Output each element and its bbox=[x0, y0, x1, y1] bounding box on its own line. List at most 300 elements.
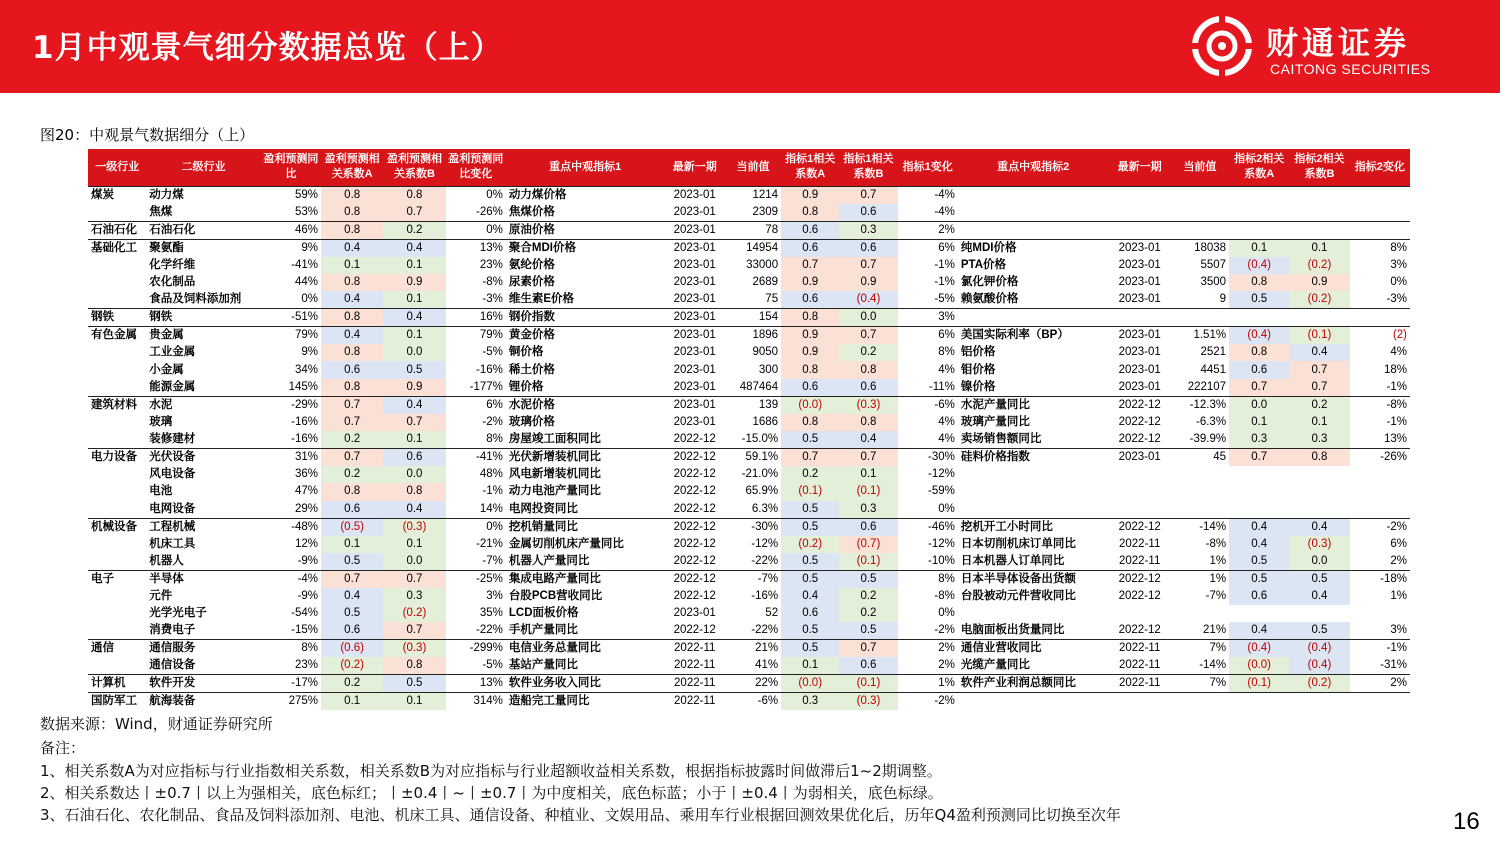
industry-l2-cell: 通信服务 bbox=[146, 640, 261, 658]
indicator2-value-cell: -39.9% bbox=[1189, 432, 1227, 445]
indicator2-value-cell bbox=[1171, 605, 1229, 622]
indicator2-name-cell: 台股被动元件营收同比 bbox=[960, 590, 1076, 603]
indicator2-change-cell bbox=[1350, 309, 1410, 327]
indicator2-change-cell: 4% bbox=[1390, 346, 1407, 359]
industry-l2-cell: 风电设备 bbox=[149, 468, 196, 481]
industry-l2-cell: 动力煤 bbox=[146, 186, 261, 204]
indicator2-change-cell: 1% bbox=[1390, 590, 1407, 603]
indicator2-change-cell bbox=[1350, 693, 1410, 711]
indicator1-corr-b-cell: 0.2 bbox=[839, 605, 897, 622]
profit-corr-a-cell: 0.8 bbox=[321, 309, 383, 327]
indicator1-name-cell: LCD面板价格 bbox=[508, 607, 579, 620]
indicator2-date-cell bbox=[1109, 501, 1171, 519]
profit-yoy-change-cell: 0% bbox=[446, 221, 506, 239]
profit-corr-b-cell: (0.2) bbox=[383, 605, 445, 622]
indicator2-date-cell: 2023-01 bbox=[1118, 380, 1161, 393]
profit-yoy-change-cell: 48% bbox=[479, 468, 503, 481]
indicator1-date-cell: 2023-01 bbox=[673, 363, 716, 376]
indicator2-date-cell bbox=[1109, 309, 1171, 327]
note-remark-label: 备注： bbox=[40, 739, 86, 757]
indicator1-corr-a-cell: 0.1 bbox=[781, 657, 839, 675]
indicator1-corr-b-cell: (0.4) bbox=[839, 291, 897, 309]
indicator2-name-cell: PTA价格 bbox=[960, 258, 1007, 271]
indicator1-change-cell: 0% bbox=[938, 607, 955, 620]
profit-corr-a-cell: 0.7 bbox=[321, 396, 383, 414]
indicator1-value-cell: 75 bbox=[765, 293, 779, 306]
profit-corr-a-cell: 0.8 bbox=[321, 274, 383, 291]
profit-corr-b-cell: 0.5 bbox=[383, 361, 445, 378]
indicator1-name-cell: 软件业务收入同比 bbox=[506, 675, 665, 693]
indicator2-date-cell bbox=[1109, 605, 1171, 622]
industry-l2-cell: 工程机械 bbox=[146, 518, 261, 536]
indicator1-change-cell: 3% bbox=[898, 309, 958, 327]
profit-yoy-change-cell: 14% bbox=[479, 502, 503, 515]
indicator2-name-cell: 玻璃产量同比 bbox=[960, 415, 1030, 428]
profit-yoy-cell: 34% bbox=[295, 363, 319, 376]
indicator2-corr-a-cell: 0.1 bbox=[1229, 414, 1289, 431]
indicator1-value-cell: 21% bbox=[725, 640, 781, 658]
profit-corr-a-cell: 0.5 bbox=[321, 605, 383, 622]
indicator1-corr-a-cell: (0.1) bbox=[781, 483, 839, 500]
indicator1-name-cell: 尿素价格 bbox=[508, 275, 555, 288]
indicator1-name-cell: 水泥价格 bbox=[506, 396, 665, 414]
industry-l1-cell: 电力设备 bbox=[88, 448, 146, 466]
column-header: 最新一期 bbox=[1109, 149, 1171, 186]
table-row bbox=[88, 291, 1410, 309]
indicator2-date-cell: 2023-01 bbox=[1118, 346, 1161, 359]
industry-l2-cell: 电池 bbox=[149, 485, 173, 498]
indicator1-corr-a-cell: 0.7 bbox=[781, 257, 839, 274]
indicator2-value-cell: 45 bbox=[1171, 448, 1229, 466]
profit-corr-a-cell: 0.1 bbox=[321, 693, 383, 711]
indicator2-name-cell: 日本切削机床订单同比 bbox=[960, 537, 1076, 550]
indicator1-value-cell: -21.0% bbox=[741, 468, 779, 481]
indicator2-change-cell: 6% bbox=[1390, 537, 1407, 550]
indicator1-corr-b-cell: 0.5 bbox=[839, 570, 897, 588]
indicator2-date-cell: 2022-11 bbox=[1118, 554, 1161, 567]
indicator1-name-cell: 房屋竣工面积同比 bbox=[508, 432, 601, 445]
indicator1-corr-a-cell: 0.6 bbox=[781, 379, 839, 397]
indicator1-date-cell: 2022-11 bbox=[674, 659, 716, 672]
indicator1-name-cell: 氨纶价格 bbox=[508, 258, 555, 271]
indicator1-corr-a-cell: (0.2) bbox=[781, 536, 839, 553]
indicator2-corr-a-cell bbox=[1229, 186, 1289, 204]
profit-corr-a-cell: 0.8 bbox=[321, 483, 383, 500]
table-row bbox=[88, 257, 1410, 274]
profit-yoy-cell: -16% bbox=[291, 415, 319, 428]
indicator2-change-cell: 3% bbox=[1390, 624, 1407, 637]
indicator1-date-cell: 2023-01 bbox=[665, 396, 725, 414]
indicator1-change-cell: 6% bbox=[898, 239, 958, 257]
note-line-3: 3、石油石化、农化制品、食品及饲料添加剂、电池、机床工具、通信设备、种植业、文娱用品、乘用车行业根据回测效果优化后，历年Q4盈利预测同比切换至次年 bbox=[40, 806, 1121, 824]
indicator1-change-cell: -1% bbox=[934, 275, 955, 288]
profit-yoy-cell: 145% bbox=[288, 380, 319, 393]
indicator1-value-cell: 65.9% bbox=[745, 485, 779, 498]
indicator1-name-cell: 玻璃价格 bbox=[508, 415, 555, 428]
indicator1-corr-b-cell: (0.1) bbox=[839, 483, 897, 500]
table-row bbox=[88, 344, 1410, 361]
indicator2-date-cell: 2023-01 bbox=[1118, 275, 1161, 288]
profit-corr-b-cell: 0.8 bbox=[383, 657, 445, 675]
indicator2-change-cell: -18% bbox=[1350, 570, 1410, 588]
indicator1-value-cell: -6% bbox=[725, 693, 781, 711]
indicator1-date-cell: 2022-12 bbox=[673, 485, 716, 498]
profit-corr-a-cell: 0.1 bbox=[321, 536, 383, 553]
profit-corr-a-cell: 0.4 bbox=[321, 291, 383, 309]
indicator2-change-cell: -26% bbox=[1350, 448, 1410, 466]
indicator1-change-cell: -4% bbox=[934, 205, 955, 218]
indicator1-value-cell: -30% bbox=[725, 518, 781, 536]
industry-l1-cell bbox=[88, 431, 146, 449]
indicator2-name-cell bbox=[958, 466, 1109, 483]
table-row bbox=[88, 518, 1410, 536]
indicator2-corr-b-cell: (0.2) bbox=[1289, 257, 1349, 274]
industry-l2-cell: 元件 bbox=[149, 590, 173, 603]
profit-yoy-cell: 47% bbox=[295, 485, 319, 498]
indicator2-value-cell: -12.3% bbox=[1171, 396, 1229, 414]
indicator1-date-cell: 2022-12 bbox=[673, 554, 716, 567]
indicator1-corr-a-cell: 0.5 bbox=[781, 501, 839, 519]
column-header: 指标2相关系数A bbox=[1229, 149, 1289, 186]
indicator1-corr-b-cell: 0.7 bbox=[839, 257, 897, 274]
indicator2-corr-a-cell: 0.7 bbox=[1229, 379, 1289, 397]
profit-yoy-change-cell: -2% bbox=[482, 415, 503, 428]
industry-l1-cell bbox=[88, 466, 146, 483]
indicator1-change-cell: -8% bbox=[934, 590, 955, 603]
indicator1-name-cell: 基站产量同比 bbox=[508, 659, 578, 672]
indicator1-date-cell: 2023-01 bbox=[673, 293, 716, 306]
profit-corr-a-cell: 0.6 bbox=[321, 622, 383, 640]
indicator1-date-cell: 2023-01 bbox=[673, 607, 716, 620]
profit-corr-a-cell: 0.7 bbox=[321, 414, 383, 431]
indicator2-corr-a-cell bbox=[1229, 693, 1289, 711]
profit-yoy-cell: -48% bbox=[261, 518, 321, 536]
indicator1-corr-b-cell: 0.6 bbox=[839, 657, 897, 675]
indicator1-corr-a-cell: 0.5 bbox=[781, 570, 839, 588]
indicator2-value-cell: 4451 bbox=[1200, 363, 1227, 376]
indicator2-value-cell: 3500 bbox=[1200, 275, 1227, 288]
profit-yoy-change-cell: -16% bbox=[476, 363, 503, 376]
indicator2-change-cell bbox=[1350, 221, 1410, 239]
indicator2-corr-a-cell: 0.5 bbox=[1229, 553, 1289, 571]
indicator2-corr-a-cell bbox=[1229, 466, 1289, 483]
industry-l1-cell bbox=[88, 553, 146, 571]
note-line-1: 1、相关系数A为对应指标与行业指数相关系数，相关系数B为对应指标与行业超额收益相关系数，根据指标披露时间做滞后1~2期调整。 bbox=[40, 762, 942, 780]
indicator1-value-cell: 154 bbox=[725, 309, 781, 327]
indicator1-name-cell: 台股PCB营收同比 bbox=[508, 590, 603, 603]
indicator1-change-cell: -5% bbox=[934, 293, 955, 306]
table-row bbox=[88, 536, 1410, 553]
indicator2-corr-a-cell: 0.4 bbox=[1229, 622, 1289, 640]
indicator1-name-cell: 电信业务总量同比 bbox=[506, 640, 665, 658]
indicator1-change-cell: 2% bbox=[898, 640, 958, 658]
table-row bbox=[88, 622, 1410, 640]
indicator1-value-cell: -15.0% bbox=[741, 432, 779, 445]
indicator2-change-cell: 18% bbox=[1383, 363, 1407, 376]
indicator1-corr-a-cell: 0.5 bbox=[781, 553, 839, 571]
indicator2-value-cell bbox=[1171, 693, 1229, 711]
profit-yoy-cell: 9% bbox=[261, 239, 321, 257]
indicator2-date-cell: 2022-12 bbox=[1118, 415, 1161, 428]
indicator2-name-cell: 纯MDI价格 bbox=[958, 239, 1109, 257]
industry-l2-cell: 钢铁 bbox=[146, 309, 261, 327]
industry-l2-cell: 水泥 bbox=[146, 396, 261, 414]
indicator1-date-cell: 2023-01 bbox=[673, 205, 716, 218]
profit-corr-a-cell: 0.4 bbox=[321, 327, 383, 345]
indicator1-value-cell: 2689 bbox=[752, 275, 779, 288]
indicator2-value-cell bbox=[1171, 309, 1229, 327]
table-row bbox=[88, 221, 1410, 239]
indicator1-date-cell: 2022-11 bbox=[665, 675, 725, 693]
indicator2-change-cell: 2% bbox=[1390, 554, 1407, 567]
indicator1-value-cell: 1686 bbox=[752, 415, 779, 428]
profit-yoy-change-cell: -7% bbox=[482, 554, 503, 567]
indicator1-corr-b-cell: (0.3) bbox=[839, 693, 897, 711]
profit-corr-b-cell: 0.9 bbox=[383, 379, 445, 397]
indicator1-name-cell: 光伏新增装机同比 bbox=[506, 448, 665, 466]
indicator2-name-cell: 软件产业利润总额同比 bbox=[958, 675, 1109, 693]
indicator1-value-cell: 2309 bbox=[752, 205, 779, 218]
profit-corr-b-cell: 0.1 bbox=[383, 693, 445, 711]
indicator1-corr-b-cell: (0.7) bbox=[839, 536, 897, 553]
indicator2-corr-a-cell bbox=[1229, 221, 1289, 239]
profit-corr-a-cell: 0.8 bbox=[321, 379, 383, 397]
indicator2-value-cell bbox=[1171, 221, 1229, 239]
profit-corr-a-cell: 0.6 bbox=[321, 501, 383, 519]
indicator2-corr-b-cell: (0.3) bbox=[1289, 536, 1349, 553]
profit-corr-b-cell: 0.5 bbox=[383, 675, 445, 693]
industry-l2-cell: 能源金属 bbox=[149, 380, 196, 393]
column-header: 重点中观指标1 bbox=[506, 149, 665, 186]
indicator2-date-cell: 2023-01 bbox=[1109, 448, 1171, 466]
profit-yoy-cell: -17% bbox=[261, 675, 321, 693]
indicator2-value-cell: 21% bbox=[1203, 624, 1227, 637]
indicator1-corr-b-cell: 0.5 bbox=[839, 622, 897, 640]
column-header: 盈利预测同比 bbox=[261, 149, 321, 186]
industry-l2-cell: 化学纤维 bbox=[149, 258, 196, 271]
profit-corr-b-cell: 0.7 bbox=[383, 414, 445, 431]
indicator1-corr-a-cell: (0.0) bbox=[781, 396, 839, 414]
table-row bbox=[88, 605, 1410, 622]
profit-yoy-cell: 29% bbox=[295, 502, 319, 515]
indicator1-corr-b-cell: 0.7 bbox=[839, 640, 897, 658]
indicator1-value-cell: 9050 bbox=[752, 346, 779, 359]
indicator2-value-cell: 5507 bbox=[1200, 258, 1227, 271]
indicator2-corr-a-cell: 0.5 bbox=[1229, 291, 1289, 309]
profit-corr-a-cell: (0.2) bbox=[321, 657, 383, 675]
indicator1-name-cell: 造船完工量同比 bbox=[506, 693, 665, 711]
indicator1-change-cell: 4% bbox=[938, 415, 955, 428]
profit-corr-b-cell: 0.0 bbox=[383, 344, 445, 361]
profit-yoy-change-cell: 314% bbox=[446, 693, 506, 711]
indicator1-corr-a-cell: 0.9 bbox=[781, 327, 839, 345]
profit-yoy-cell: -51% bbox=[261, 309, 321, 327]
profit-corr-a-cell: 0.1 bbox=[321, 257, 383, 274]
indicator1-corr-a-cell: 0.8 bbox=[781, 204, 839, 222]
profit-corr-a-cell: 0.8 bbox=[321, 221, 383, 239]
indicator2-value-cell: 7% bbox=[1171, 640, 1229, 658]
profit-yoy-cell: 0% bbox=[301, 293, 319, 306]
indicator2-corr-a-cell: 0.6 bbox=[1229, 588, 1289, 605]
indicator2-corr-a-cell: 0.5 bbox=[1229, 570, 1289, 588]
indicator2-name-cell bbox=[958, 693, 1109, 711]
industry-l1-cell bbox=[88, 536, 146, 553]
indicator2-corr-b-cell bbox=[1289, 204, 1349, 222]
table-row bbox=[88, 361, 1410, 378]
profit-yoy-change-cell: 0% bbox=[446, 186, 506, 204]
indicator2-corr-b-cell bbox=[1289, 221, 1349, 239]
profit-yoy-cell: -54% bbox=[291, 607, 319, 620]
table-row bbox=[88, 640, 1410, 658]
indicator1-change-cell: 2% bbox=[898, 221, 958, 239]
indicator2-change-cell: 3% bbox=[1390, 258, 1407, 271]
industry-l2-cell: 食品及饲料添加剂 bbox=[149, 293, 242, 306]
table-row bbox=[88, 588, 1410, 605]
indicator2-date-cell: 2023-01 bbox=[1118, 258, 1161, 271]
table-row bbox=[88, 570, 1410, 588]
indicator1-name-cell: 挖机销量同比 bbox=[506, 518, 665, 536]
indicator2-name-cell: 赖氨酸价格 bbox=[960, 293, 1019, 306]
indicator1-corr-b-cell: 0.8 bbox=[839, 414, 897, 431]
indicator1-change-cell: -2% bbox=[898, 693, 958, 711]
indicator2-change-cell bbox=[1350, 501, 1410, 519]
indicator1-value-cell: 14954 bbox=[725, 239, 781, 257]
indicator1-date-cell: 2022-12 bbox=[673, 590, 716, 603]
indicator1-corr-b-cell: 0.9 bbox=[839, 274, 897, 291]
indicator2-date-cell bbox=[1109, 466, 1171, 483]
indicator2-corr-b-cell: 0.2 bbox=[1289, 396, 1349, 414]
indicator1-name-cell: 铜价格 bbox=[508, 346, 544, 359]
indicator2-change-cell: -8% bbox=[1350, 396, 1410, 414]
indicator1-date-cell: 2022-12 bbox=[673, 468, 716, 481]
indicator1-change-cell: -1% bbox=[934, 258, 955, 271]
industry-l2-cell: 聚氨酯 bbox=[146, 239, 261, 257]
indicator1-date-cell: 2022-12 bbox=[665, 518, 725, 536]
profit-corr-a-cell: 0.2 bbox=[321, 466, 383, 483]
profit-yoy-change-cell: -25% bbox=[446, 570, 506, 588]
table-row bbox=[88, 553, 1410, 571]
industry-l1-cell: 国防军工 bbox=[88, 693, 146, 711]
indicator1-change-cell: -4% bbox=[898, 186, 958, 204]
industry-l2-cell: 机床工具 bbox=[149, 537, 196, 550]
table-row bbox=[88, 414, 1410, 431]
indicator1-change-cell: 2% bbox=[938, 659, 955, 672]
indicator2-corr-a-cell: 0.7 bbox=[1229, 448, 1289, 466]
profit-corr-b-cell: 0.1 bbox=[383, 291, 445, 309]
indicator1-value-cell: -12% bbox=[751, 537, 779, 550]
profit-yoy-change-cell: -21% bbox=[476, 537, 503, 550]
industry-l1-cell: 建筑材料 bbox=[88, 396, 146, 414]
industry-l1-cell: 机械设备 bbox=[88, 518, 146, 536]
indicator2-value-cell bbox=[1171, 186, 1229, 204]
indicator1-name-cell: 维生素E价格 bbox=[508, 293, 575, 306]
indicator1-name-cell: 焦煤价格 bbox=[508, 205, 555, 218]
indicator2-date-cell: 2023-01 bbox=[1109, 327, 1171, 345]
industry-l1-cell: 煤炭 bbox=[88, 186, 146, 204]
indicator2-corr-b-cell bbox=[1289, 483, 1349, 500]
industry-l1-cell bbox=[88, 483, 146, 500]
indicator2-date-cell: 2022-11 bbox=[1118, 659, 1161, 672]
profit-corr-a-cell: 0.2 bbox=[321, 675, 383, 693]
column-header: 指标1相关系数A bbox=[781, 149, 839, 186]
profit-corr-a-cell: 0.4 bbox=[321, 239, 383, 257]
indicator2-corr-a-cell bbox=[1229, 501, 1289, 519]
indicator2-value-cell bbox=[1171, 501, 1229, 519]
indicator2-corr-b-cell: 0.4 bbox=[1289, 344, 1349, 361]
indicator2-change-cell: -2% bbox=[1350, 518, 1410, 536]
indicator2-value-cell: -14% bbox=[1199, 659, 1227, 672]
indicator1-corr-a-cell: 0.6 bbox=[781, 239, 839, 257]
indicator1-change-cell: -10% bbox=[928, 554, 955, 567]
profit-yoy-cell: 31% bbox=[261, 448, 321, 466]
indicator1-name-cell: 聚合MDI价格 bbox=[506, 239, 665, 257]
indicator1-corr-b-cell: 0.4 bbox=[839, 431, 897, 449]
profit-yoy-cell: 79% bbox=[261, 327, 321, 345]
indicator2-corr-b-cell bbox=[1289, 186, 1349, 204]
indicator2-date-cell: 2022-11 bbox=[1118, 537, 1161, 550]
profit-corr-a-cell: (0.5) bbox=[321, 518, 383, 536]
indicator2-date-cell: 2022-11 bbox=[1109, 640, 1171, 658]
indicator1-date-cell: 2022-12 bbox=[673, 537, 716, 550]
indicator2-corr-b-cell bbox=[1289, 605, 1349, 622]
indicator1-date-cell: 2023-01 bbox=[673, 380, 716, 393]
indicator1-value-cell: 139 bbox=[725, 396, 781, 414]
indicator1-name-cell: 动力电池产量同比 bbox=[508, 485, 601, 498]
profit-corr-a-cell: 0.7 bbox=[321, 448, 383, 466]
column-header: 盈利预测相关系数A bbox=[321, 149, 383, 186]
indicator2-date-cell bbox=[1109, 693, 1171, 711]
header-bar bbox=[0, 0, 1500, 93]
indicator2-change-cell: -1% bbox=[1386, 380, 1407, 393]
indicator1-name-cell: 钢价指数 bbox=[506, 309, 665, 327]
profit-corr-b-cell: 0.4 bbox=[383, 239, 445, 257]
column-header: 盈利预测同比变化 bbox=[446, 149, 506, 186]
indicator2-corr-a-cell: 0.4 bbox=[1229, 518, 1289, 536]
indicator2-corr-b-cell: (0.4) bbox=[1289, 657, 1349, 675]
indicator2-name-cell bbox=[958, 483, 1109, 500]
indicator1-date-cell: 2023-01 bbox=[673, 346, 716, 359]
indicator2-date-cell: 2022-12 bbox=[1109, 570, 1171, 588]
indicator1-corr-b-cell: 0.6 bbox=[839, 204, 897, 222]
industry-l1-cell bbox=[88, 501, 146, 519]
indicator2-value-cell bbox=[1171, 483, 1229, 500]
indicator1-name-cell: 黄金价格 bbox=[506, 327, 665, 345]
industry-l1-cell: 钢铁 bbox=[88, 309, 146, 327]
indicator1-change-cell: 4% bbox=[938, 363, 955, 376]
indicator1-corr-b-cell: 0.8 bbox=[839, 361, 897, 378]
table-row bbox=[88, 431, 1410, 449]
indicator1-value-cell: -16% bbox=[751, 590, 779, 603]
indicator1-corr-b-cell: 0.7 bbox=[839, 448, 897, 466]
indicator1-corr-a-cell: 0.5 bbox=[781, 622, 839, 640]
indicator1-corr-a-cell: 0.9 bbox=[781, 274, 839, 291]
indicator1-change-cell: -30% bbox=[898, 448, 958, 466]
indicator2-value-cell: -6.3% bbox=[1196, 415, 1227, 428]
industry-l2-cell: 光学光电子 bbox=[149, 607, 207, 620]
indicator2-corr-a-cell: 0.6 bbox=[1229, 361, 1289, 378]
note-line-2: 2、相关系数达丨±0.7丨以上为强相关，底色标红；丨±0.4丨~丨±0.7丨为中度相关，底色标蓝；小于丨±0.4丨为弱相关，底色标绿。 bbox=[40, 784, 943, 802]
profit-corr-a-cell: 0.8 bbox=[321, 204, 383, 222]
indicator2-value-cell: 18038 bbox=[1171, 239, 1229, 257]
profit-corr-b-cell: 0.2 bbox=[383, 221, 445, 239]
profit-yoy-cell: -4% bbox=[261, 570, 321, 588]
profit-yoy-cell: 46% bbox=[261, 221, 321, 239]
indicator1-date-cell: 2022-12 bbox=[665, 570, 725, 588]
profit-yoy-change-cell: -177% bbox=[469, 380, 503, 393]
indicator2-corr-b-cell: (0.2) bbox=[1289, 675, 1349, 693]
indicator2-corr-a-cell bbox=[1229, 605, 1289, 622]
column-header: 盈利预测相关系数B bbox=[383, 149, 445, 186]
